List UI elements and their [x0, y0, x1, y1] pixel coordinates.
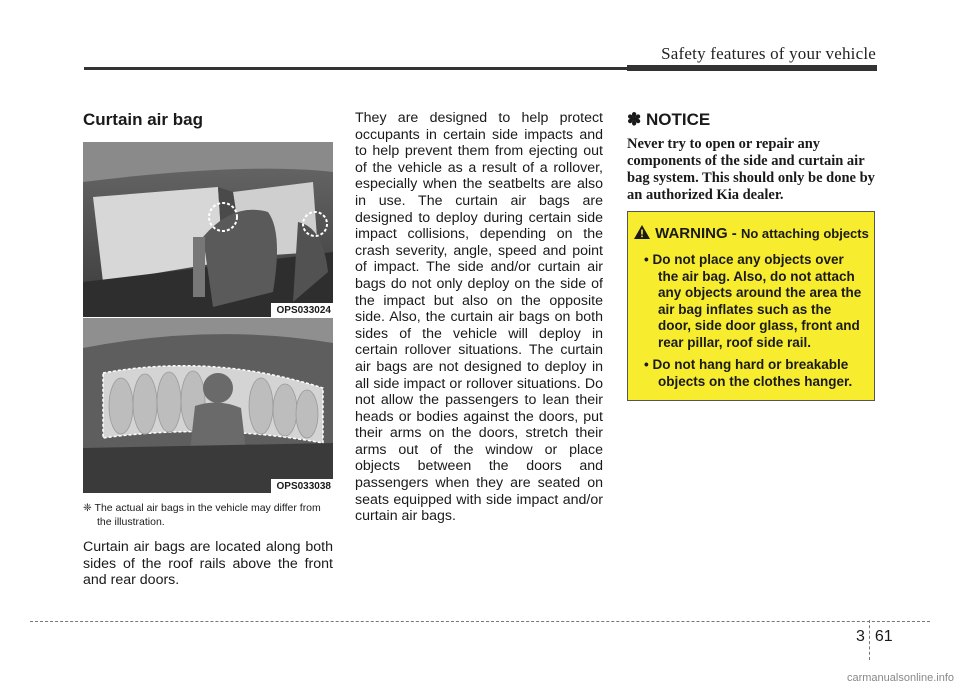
header-rule-accent	[627, 65, 877, 71]
figure-curtain-airbag-interior	[83, 142, 333, 317]
warning-list	[636, 252, 866, 390]
warning-item: • Do not place any objects over the air bag. Also, do not attach any objects around the area the air bag inflates such as the door, side door glass, front and rear pillar, roof side rail.	[644, 252, 862, 350]
warning-triangle-icon	[633, 224, 651, 240]
left-column	[83, 110, 333, 589]
curtain-airbag-location-text: Curtain air bags are located along both sides of the roof rails above the front and rear doors.	[83, 539, 333, 589]
section-heading: Curtain air bag	[83, 110, 203, 129]
warning-label: WARNING -	[655, 225, 737, 242]
figure-code: OPS033024	[271, 303, 334, 317]
chapter-number: 3	[856, 628, 865, 645]
footer-rule	[30, 621, 930, 622]
figure-footnote: ❈ The actual air bags in the vehicle may differ from the illustration.	[83, 502, 321, 528]
figure-curtain-airbag-deployed	[83, 318, 333, 493]
car-interior-illustration	[83, 142, 333, 317]
figure-code: OPS033038	[271, 479, 334, 493]
warning-subtitle: No attaching objects	[740, 226, 869, 241]
notice-text: Never try to open or repair any components of the side and curtain air bag system. This should only be done by an authorized Kia dealer.	[627, 136, 875, 203]
curtain-airbag-description-text: They are designed to help protect occupants in certain side impacts and to help prevent them from ejecting out of the vehicle as a result of a rollover, especially when the seatbelts are also in use. The curtain air bags are designed to deploy during certain side impact collisions, depending on the crash severity, angle, speed and point of impact. The side and/or curtain air bags do not only deploy on the side of the impact but also on the opposite side. Also, the curtain air bags on both sides of the vehicle will deploy in certain rollover situations. The curtain air bags are not designed to deploy in all side impact or rollover situations. Do not allow the passengers to lean their heads or bodies against the doors, put their arms on the doors, stretch their arms out of the window or place objects between the doors and passengers when they are seated on seats equipped with side impact and/or curtain air bags.	[355, 110, 603, 525]
page-number	[856, 628, 893, 660]
warning-item: • Do not hang hard or breakable objects on the clothes hanger.	[644, 357, 853, 389]
middle-column	[355, 110, 603, 525]
page-number-value: 61	[874, 628, 893, 645]
deployed-airbag-illustration	[83, 318, 333, 493]
watermark: carmanualsonline.info	[846, 672, 954, 684]
warning-box	[627, 211, 875, 401]
right-column	[627, 110, 877, 204]
warning-heading	[628, 224, 874, 242]
notice-heading: ✽ NOTICE	[627, 110, 711, 129]
page-header-title: Safety features of your vehicle	[661, 44, 876, 63]
